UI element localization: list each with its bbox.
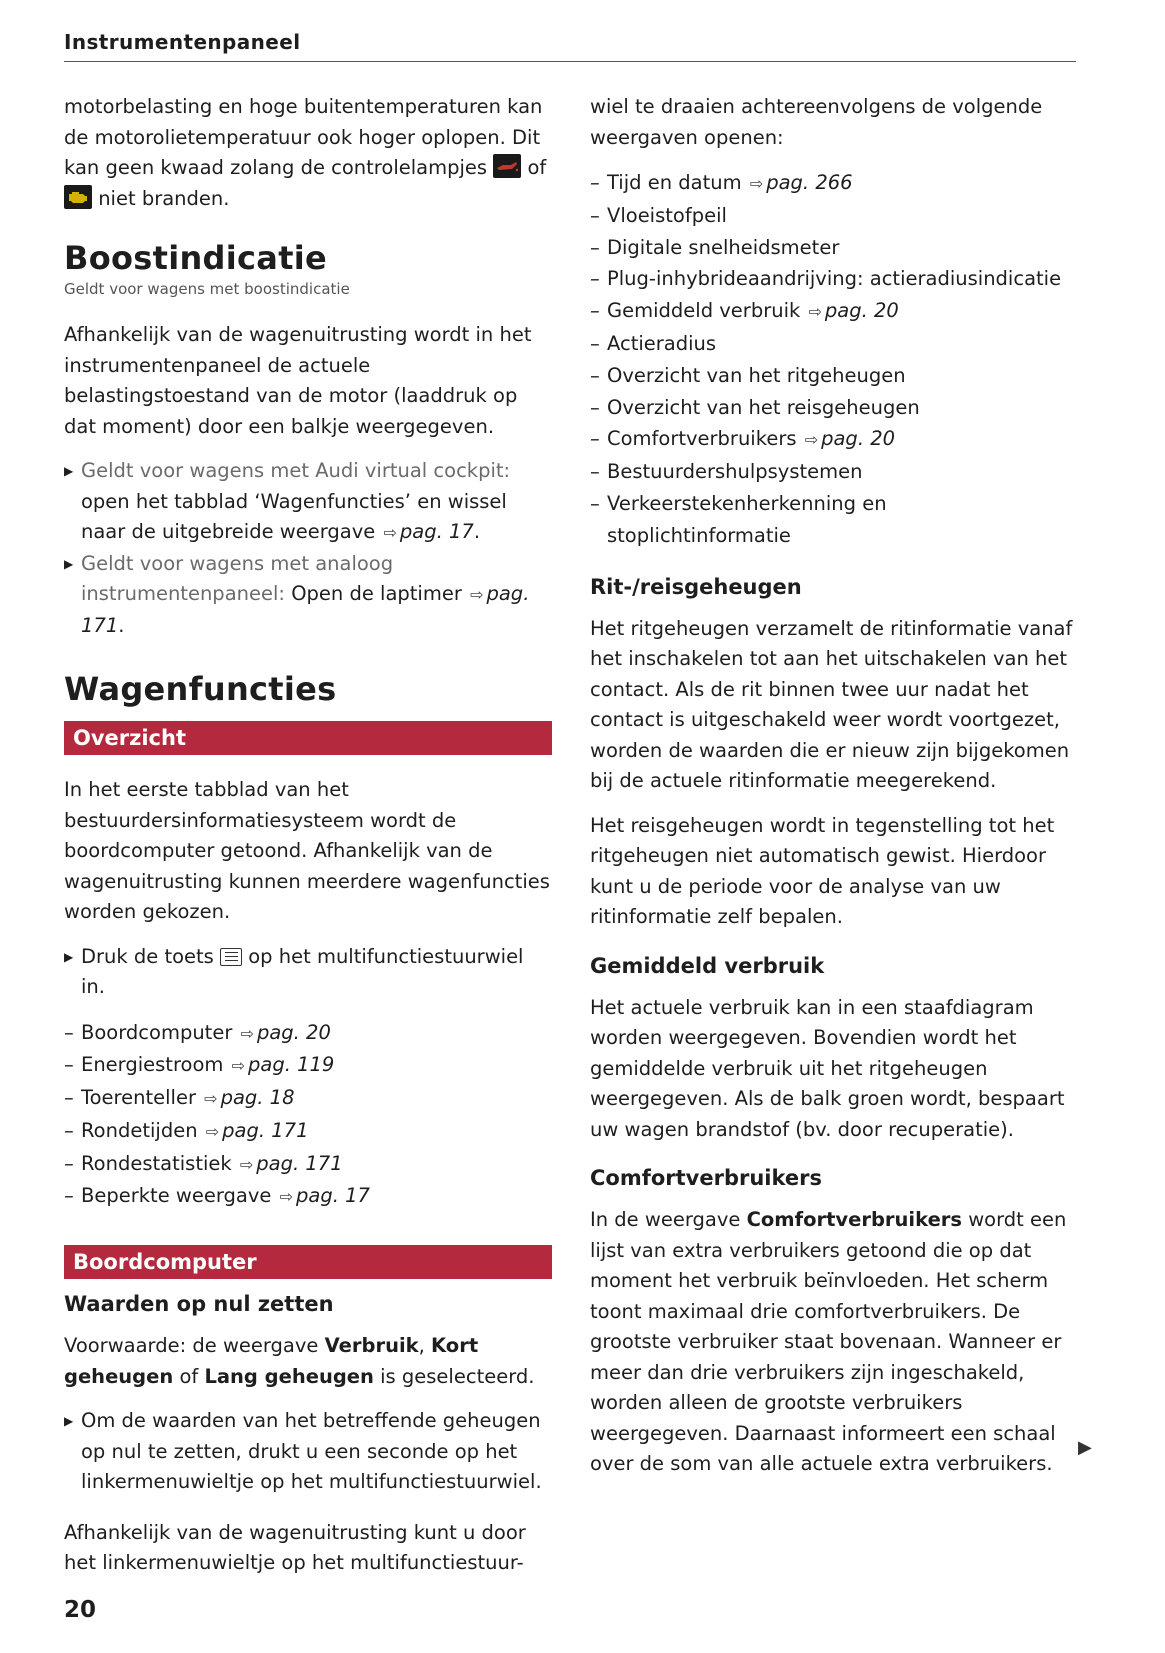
engine-warning-icon bbox=[64, 185, 92, 209]
intro-text-of: of bbox=[527, 156, 547, 179]
page-ref-label: pag. 119 bbox=[248, 1053, 335, 1077]
right-column bbox=[590, 92, 1076, 1494]
comfort-bold: Comfortverbruikers bbox=[746, 1208, 963, 1232]
page-reference[interactable] bbox=[381, 520, 473, 543]
left-column bbox=[64, 92, 552, 1593]
page-ref-label: pag. 17 bbox=[399, 520, 474, 543]
computer-steps bbox=[64, 1406, 552, 1498]
step-condition: Geldt voor wagens met Audi virtual cockpit: bbox=[81, 459, 511, 482]
list-item-label: Energiestroom bbox=[81, 1053, 224, 1077]
arrow-right-icon: ⇨ bbox=[239, 1154, 254, 1174]
list-item-label: Rondestatistiek bbox=[81, 1151, 232, 1175]
cond-bold: Verbruik bbox=[324, 1334, 419, 1358]
cond-bold: Lang geheugen bbox=[204, 1364, 374, 1388]
arrow-right-icon: ⇨ bbox=[205, 1121, 220, 1141]
list-item-label: Vloeistofpeil bbox=[607, 203, 727, 227]
list-item-label: Gemiddeld verbruik bbox=[607, 299, 801, 323]
page-reference[interactable] bbox=[807, 299, 899, 322]
functions-step bbox=[64, 942, 552, 1003]
list-item bbox=[64, 1049, 552, 1082]
list-item bbox=[590, 295, 1076, 328]
avg-body: Het actuele verbruik kan in een staafdiagram worden weergegeven. Bovendien wordt het gemiddelde verbruik uit het ritgeheugen weergegeven. Als de balk groen wordt, bespaart uw wagen brandstof (bv. door recuperatie). bbox=[590, 995, 1065, 1141]
page-ref-label: pag. 266 bbox=[766, 171, 853, 194]
zero-title: Waarden op nul zetten bbox=[64, 1292, 334, 1317]
arrow-right-icon: ⇨ bbox=[470, 585, 484, 604]
boost-subtitle: Geldt voor wagens met boostindicatie bbox=[64, 280, 350, 298]
arrow-right-icon: ⇨ bbox=[231, 1056, 246, 1076]
running-header: Instrumentenpaneel bbox=[64, 30, 1076, 62]
intro-text-b: niet branden. bbox=[98, 186, 230, 210]
trip-title: Rit-/reisgeheugen bbox=[590, 574, 802, 599]
page-ref-label: pag. 171 bbox=[222, 1118, 309, 1142]
list-item-label: Tijd en datum bbox=[607, 171, 742, 194]
cond-text: Voorwaarde: de weergave bbox=[64, 1334, 319, 1358]
avg-title: Gemiddeld verbruik bbox=[590, 953, 825, 978]
page-reference[interactable] bbox=[202, 1086, 294, 1109]
page-ref-label: pag. 171 bbox=[81, 582, 530, 637]
functions-steps bbox=[64, 942, 552, 1003]
step-text: Open de laptimer bbox=[291, 582, 462, 605]
arrow-right-icon: ⇨ bbox=[204, 1089, 218, 1109]
continue-arrow-icon: ▶ bbox=[1078, 1437, 1092, 1458]
list-item-label: Plug-inhybrideaandrijving: actieradiusindicatie bbox=[607, 267, 1062, 291]
page-reference[interactable] bbox=[238, 1152, 343, 1175]
comfort-title: Comfortverbruikers bbox=[590, 1166, 823, 1191]
step-text-a: Druk de toets bbox=[81, 944, 214, 968]
arrow-right-icon: ⇨ bbox=[383, 523, 397, 542]
list-item-label: Overzicht van het ritgeheugen bbox=[607, 363, 906, 387]
boost-body: Afhankelijk van de wagenuitrusting wordt in het instrumentenpaneel de actuele belastingstoestand van de motor (laaddruk op dat moment) door een balkje weergegeven. bbox=[64, 323, 532, 438]
list-item-label: Boordcomputer bbox=[81, 1020, 233, 1044]
arrow-right-icon: ⇨ bbox=[279, 1187, 293, 1207]
step-text: open het tabblad ‘Wagenfuncties’ en wissel naar de uitgebreide weergave bbox=[81, 489, 507, 543]
overview-section-bar: Overzicht bbox=[64, 721, 552, 755]
arrow-right-icon: ⇨ bbox=[808, 302, 822, 322]
trip-paragraph-1: Het ritgeheugen verzamelt de ritinformatie vanaf het inschakelen tot aan het uitschakelen van het contact. Als de rit binnen twee uur nadat het contact is uitgeschakeld weer wordt voortgezet, worden de waarden die er nieuw zijn bijgekomen bij de actuele ritinformatie meegerekend. bbox=[590, 616, 1073, 793]
page-ref-label: pag. 17 bbox=[296, 1184, 370, 1208]
list-item bbox=[590, 488, 1076, 552]
arrow-right-icon: ⇨ bbox=[804, 430, 819, 450]
page-ref-label: pag. 20 bbox=[256, 1020, 331, 1044]
list-item-label: Rondetijden bbox=[81, 1118, 198, 1142]
computer-section-bar: Boordcomputer bbox=[64, 1245, 552, 1279]
boost-title: Boostindicatie bbox=[64, 239, 328, 277]
arrow-right-icon: ⇨ bbox=[749, 174, 764, 193]
functions-title: Wagenfuncties bbox=[64, 670, 337, 708]
page-ref-label: pag. 20 bbox=[821, 427, 896, 451]
computer-body: Afhankelijk van de wagenuitrusting kunt u door het linkermenuwieltje op het multifunctiestuur- bbox=[64, 1520, 526, 1575]
cond-comma: , bbox=[418, 1334, 425, 1358]
list-item bbox=[64, 1115, 552, 1148]
menu-button-icon bbox=[220, 948, 242, 966]
boost-step-2: ▶ Geldt voor wagens met analoog instrumentenpaneel: Open de laptimer ⇨ pag. 171. bbox=[64, 549, 552, 642]
list-item-label: Verkeerstekenherkenning en stoplichtinformatie bbox=[607, 491, 887, 547]
views-list bbox=[590, 167, 1076, 552]
page-reference[interactable] bbox=[748, 171, 853, 194]
cond-text: of bbox=[179, 1364, 199, 1388]
list-item-label: Toerenteller bbox=[81, 1086, 196, 1110]
list-item bbox=[590, 200, 1076, 232]
list-item bbox=[590, 232, 1076, 264]
list-item bbox=[590, 360, 1076, 392]
functions-body: In het eerste tabblad van het bestuurdersinformatiesysteem wordt de boordcomputer getoond. Afhankelijk van de wagenuitrusting kunnen meerdere wagenfuncties worden gekozen. bbox=[64, 778, 550, 923]
boost-steps bbox=[64, 456, 552, 641]
list-item bbox=[590, 456, 1076, 488]
list-item-label: Bestuurdershulpsystemen bbox=[607, 460, 863, 484]
list-item-label: Comfortverbruikers bbox=[607, 427, 797, 451]
cond-text: is geselecteerd. bbox=[380, 1364, 535, 1388]
list-item bbox=[590, 392, 1076, 424]
trip-paragraph-2: Het reisgeheugen wordt in tegenstelling tot het ritgeheugen niet automatisch gewist. Hierdoor kunt u de periode voor de analyse van uw ritinformatie zelf bepalen. bbox=[590, 813, 1055, 929]
intro-paragraph bbox=[64, 92, 552, 214]
page-reference[interactable] bbox=[803, 427, 895, 450]
list-item-label: Overzicht van het reisgeheugen bbox=[607, 395, 920, 419]
list-item bbox=[64, 1017, 552, 1050]
list-item bbox=[590, 167, 1076, 200]
page-ref-label: pag. 171 bbox=[256, 1151, 343, 1175]
page-ref-label: pag. 18 bbox=[220, 1086, 295, 1110]
arrow-right-icon: ⇨ bbox=[240, 1023, 254, 1043]
list-item bbox=[64, 1082, 552, 1115]
step-condition: Geldt voor wagens met analoog instrumentenpaneel: bbox=[81, 551, 394, 605]
list-item bbox=[590, 423, 1076, 456]
computer-step: ▶ Om de waarden van het betreffende geheugen op nul te zetten, drukt u een seconde op het linkermenuwieltje op het multifunctiestuurwiel. bbox=[64, 1406, 552, 1498]
page-reference[interactable] bbox=[239, 1021, 331, 1044]
list-item-label: Actieradius bbox=[607, 331, 717, 355]
list-item bbox=[64, 1180, 552, 1213]
right-intro: wiel te draaien achtereenvolgens de volgende weergaven openen: bbox=[590, 95, 1043, 149]
comfort-text: In de weergave bbox=[590, 1208, 741, 1232]
condition-paragraph bbox=[64, 1331, 552, 1392]
boost-step-1: ▶ Geldt voor wagens met Audi virtual cockpit: open het tabblad ‘Wagenfuncties’ en wissel naar de uitgebreide weergave ⇨ pag. 17. bbox=[64, 456, 552, 549]
list-item-label: Beperkte weergave bbox=[81, 1184, 272, 1208]
comfort-body bbox=[590, 1205, 1076, 1480]
page-ref-label: pag. 20 bbox=[824, 299, 899, 323]
page-reference[interactable] bbox=[278, 1184, 370, 1207]
list-item bbox=[64, 1148, 552, 1181]
list-item bbox=[590, 328, 1076, 360]
intro-text-a: motorbelasting en hoge buitentemperaturen kan de motorolietemperatuur ook hoger oplopen. Dit kan geen kwaad zolang de controlelampjes bbox=[64, 95, 543, 179]
functions-list bbox=[64, 1017, 552, 1214]
step-text-b: op het multifunctiestuurwiel in. bbox=[81, 944, 524, 998]
comfort-text: wordt een lijst van extra verbruikers getoond die op dat moment het verbruik beïnvloeden. Het scherm toont maximaal drie comfortverbruikers. De grootste verbruiker staat bovenaan. Wanneer er meer dan drie verbruikers zijn ingeschakeld, worden alleen de grootste verbruikers weergegeven. Daarnaast informeert een schaal over de som van alle actuele extra verbruikers. bbox=[590, 1208, 1067, 1476]
page-number: 20 bbox=[64, 1597, 97, 1623]
page-reference[interactable] bbox=[204, 1119, 309, 1142]
oil-pressure-warning-icon bbox=[493, 154, 521, 178]
page-reference[interactable] bbox=[230, 1053, 335, 1076]
list-item-label: Digitale snelheidsmeter bbox=[607, 235, 840, 259]
list-item bbox=[590, 263, 1076, 295]
cond-bold: Kort geheugen bbox=[64, 1334, 479, 1388]
